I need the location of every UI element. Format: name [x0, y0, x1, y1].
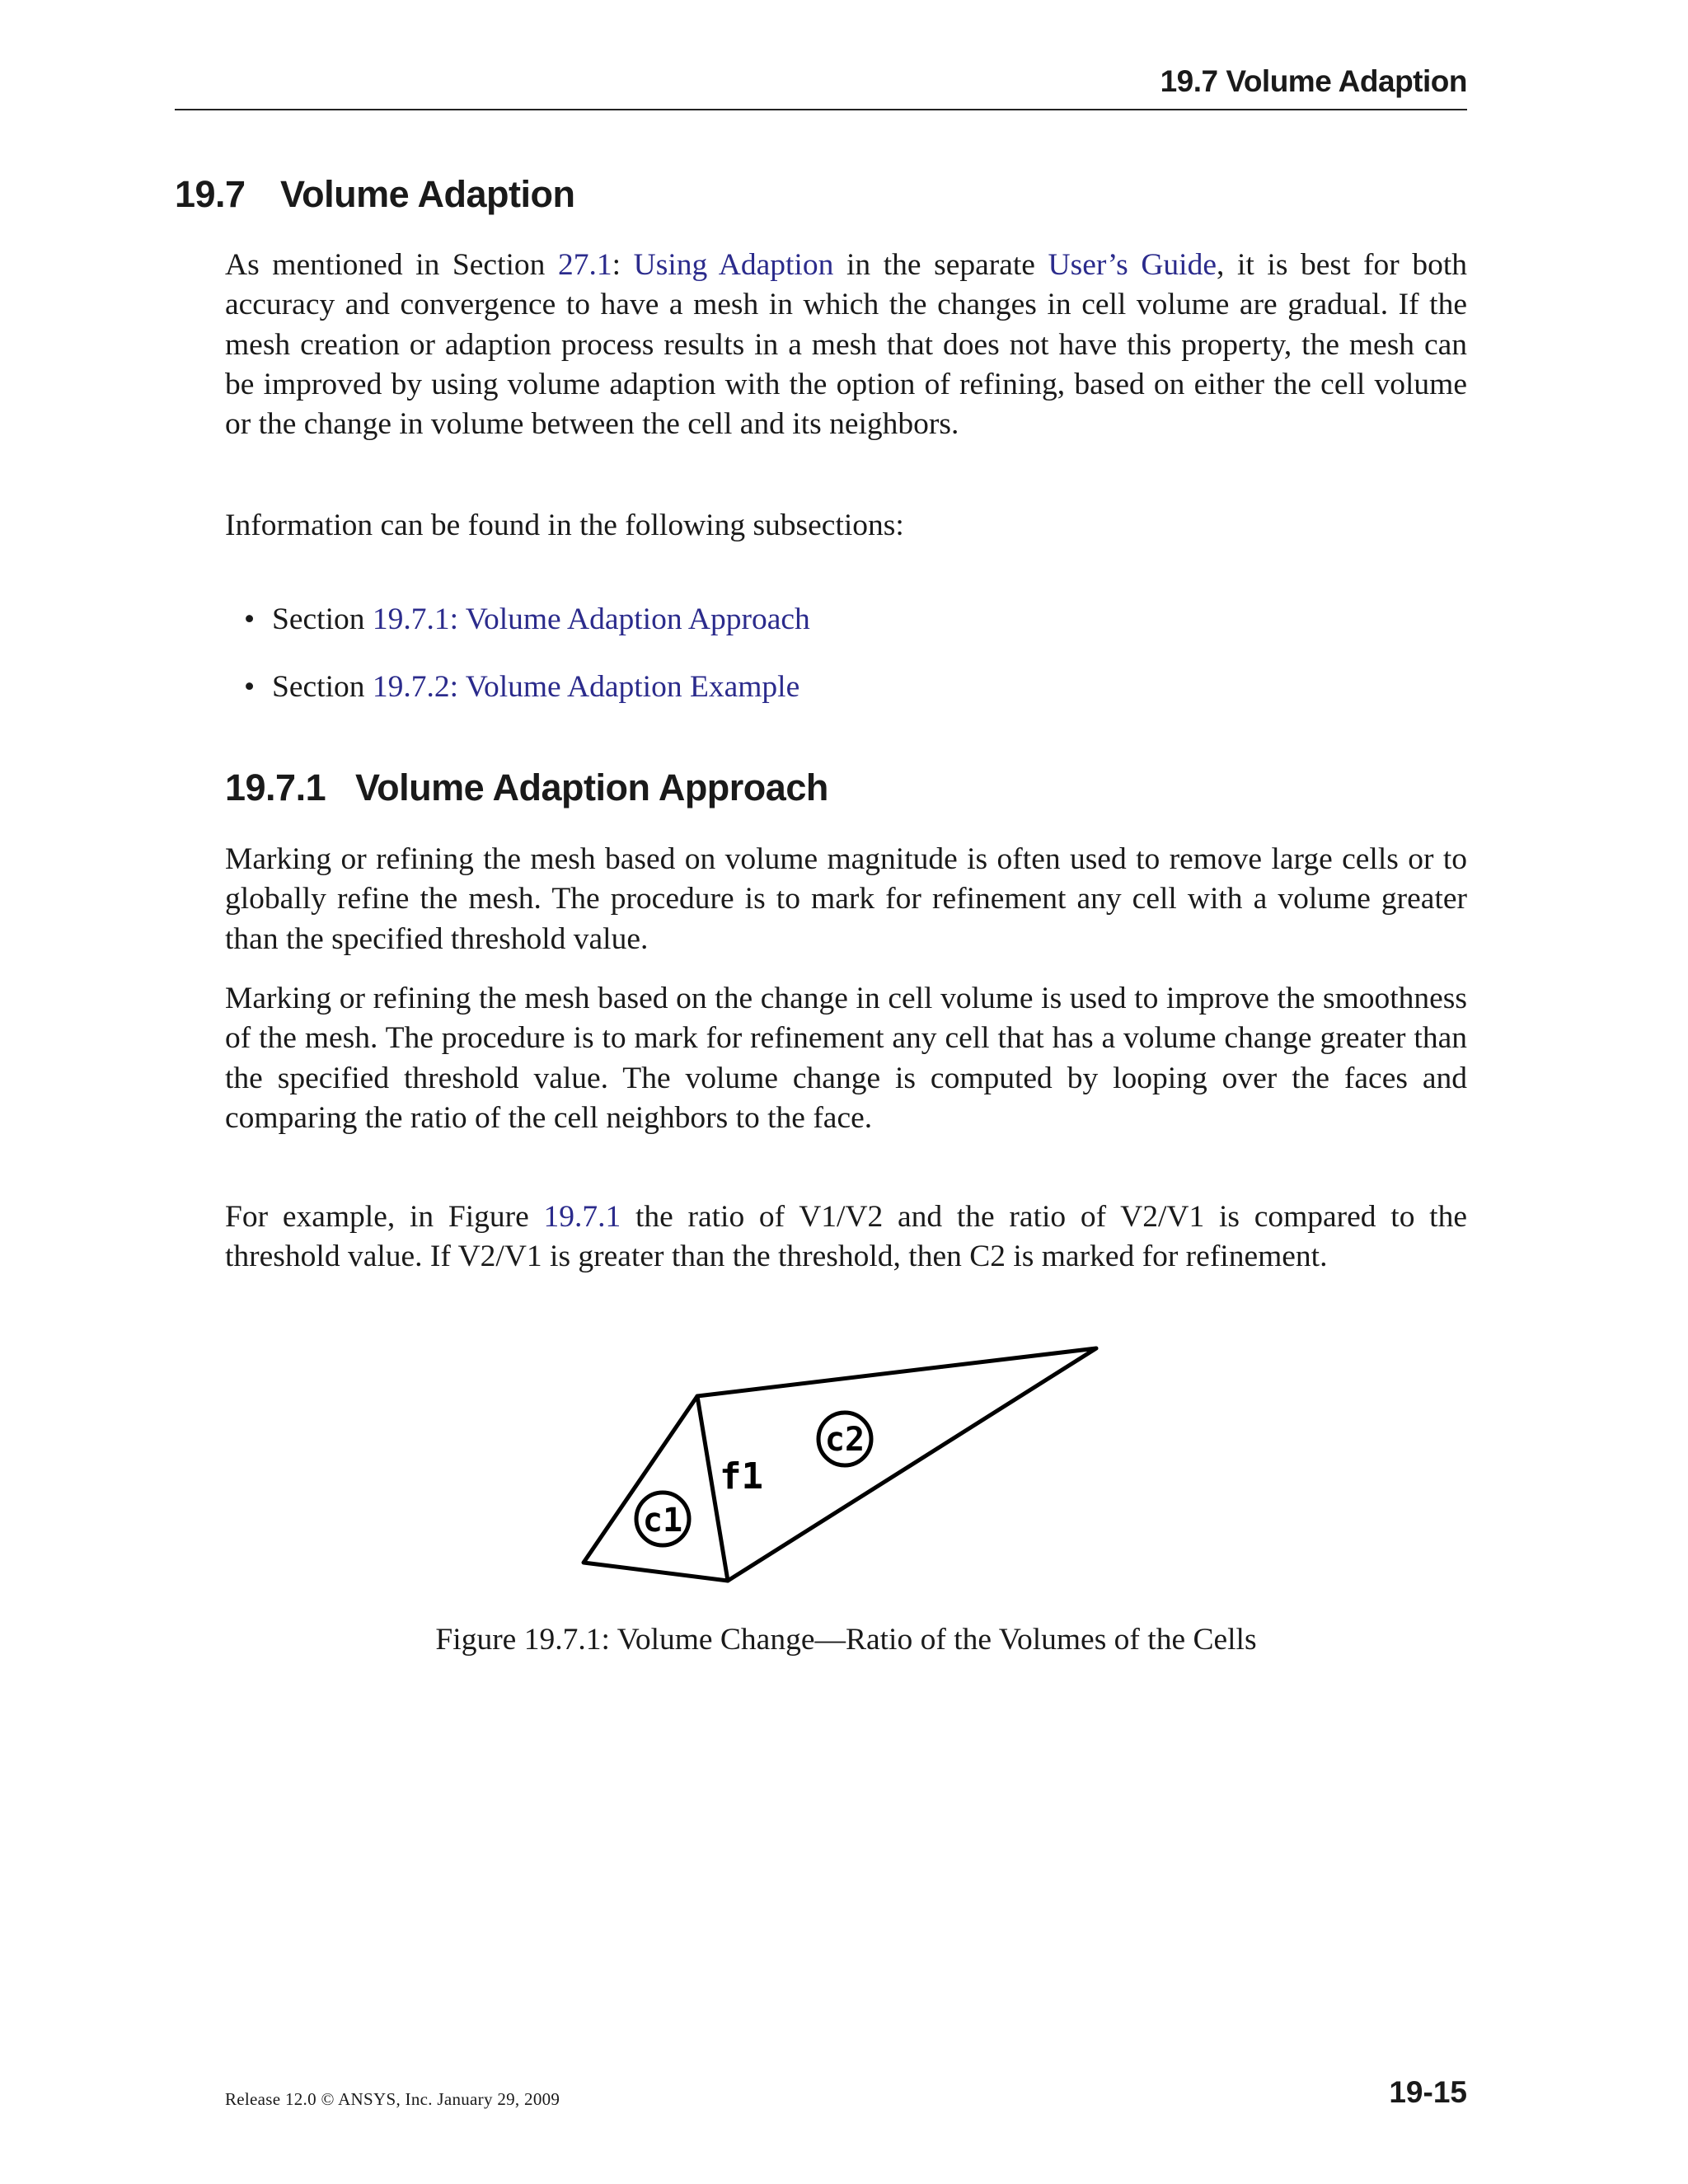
- subsection-list: [272, 600, 810, 735]
- figure-caption: Figure 19.7.1: Volume Change—Ratio of the Volumes of the Cells: [435, 1623, 1257, 1657]
- release-footer: Release 12.0 © ANSYS, Inc. January 29, 2009: [225, 2089, 560, 2109]
- subsections-intro: Information can be found in the following subsections:: [225, 509, 904, 542]
- c2-label: c2: [824, 1421, 865, 1459]
- volume-change-figure: [577, 1342, 1104, 1589]
- intro-text-middle: in the separate: [833, 248, 1048, 282]
- running-header: [175, 59, 1467, 110]
- running-header-title: 19.7 Volume Adaption: [1160, 64, 1467, 98]
- approach-paragraph-3: [225, 1197, 1467, 1277]
- intro-paragraph: [225, 246, 1467, 444]
- p3-text-end: the ratio of V1/V2 and the ratio of V2/V1 is compared to the threshold value. If V2/V1 is greater than the threshold, then C2 is marked for refinement.: [225, 1200, 1467, 1274]
- approach-paragraph-1: Marking or refining the mesh based on volume magnitude is often used to remove large cells or to globally refine the mesh. The procedure is to mark for refinement any cell with a volume greater than the specified threshold value.: [225, 842, 1467, 956]
- intro-colon: :: [612, 248, 634, 282]
- section-title: Volume Adaption: [280, 173, 575, 215]
- figure-19-7-1-link[interactable]: 19.7.1: [543, 1200, 621, 1234]
- intro-text-start: As mentioned in Section: [225, 248, 559, 282]
- list-item-prefix: Section: [272, 670, 373, 704]
- list-item: [272, 668, 810, 707]
- list-item: [272, 600, 810, 640]
- section-heading: [175, 173, 575, 216]
- approach-paragraph-2: Marking or refining the mesh based on the change in cell volume is used to improve the smoothness of the mesh. The procedure is to mark for refinement any cell that has a volume change greater than the specified threshold value. The volume change is computed by looping over the faces and comparing the ratio of the cell neighbors to the face.: [225, 982, 1467, 1135]
- subsection-title: Volume Adaption Approach: [355, 766, 828, 808]
- c1-label: c1: [642, 1502, 683, 1540]
- list-item-prefix: Section: [272, 602, 373, 636]
- section-27-1-link[interactable]: 27.1: [558, 248, 612, 282]
- section-19-7-2-link[interactable]: 19.7.2: Volume Adaption Example: [372, 670, 800, 704]
- users-guide-link[interactable]: User’s Guide: [1048, 248, 1217, 282]
- intro-text-end: , it is best for both accuracy and convergence to have a mesh in which the changes in cell volume are gradual. If the mesh creation or adaption process results in a mesh that does not have this property, the mesh can be improved by using volume adaption with the option of refining, based on either the cell volume or the change in volume between the cell and its neighbors.: [225, 248, 1468, 442]
- subsection-heading: [225, 766, 828, 809]
- f1-label: f1: [720, 1455, 763, 1497]
- p3-text-start: For example, in Figure: [225, 1200, 544, 1234]
- using-adaption-link[interactable]: Using Adaption: [633, 248, 834, 282]
- subsection-number: 19.7.1: [225, 766, 326, 808]
- section-number: 19.7: [175, 173, 246, 215]
- page-number: 19-15: [1389, 2075, 1467, 2109]
- section-19-7-1-link[interactable]: 19.7.1: Volume Adaption Approach: [372, 602, 810, 636]
